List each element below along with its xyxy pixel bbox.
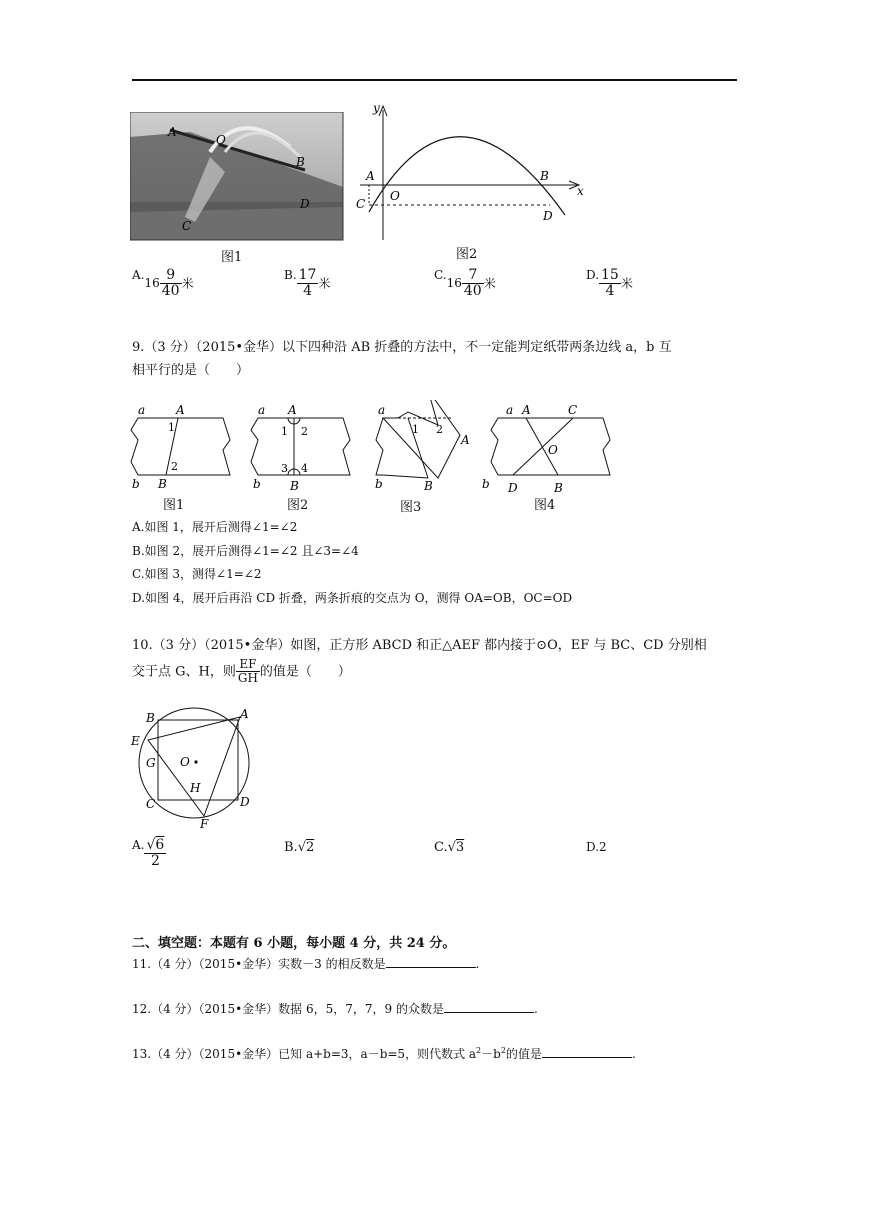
q9-stem-line1: 9.（3 分）（2015•金华）以下四种沿 AB 折叠的方法中，不一定能判定纸带两条边线 a，b 互: [132, 340, 672, 355]
photo-label-o: O: [216, 133, 226, 147]
graph-label-a: A: [366, 169, 375, 183]
q10-stem-line2: 交于点 G、H，则 $\frac{EF}{GH}$ 的值是（ ）: [132, 657, 351, 685]
svg-text:A: A: [522, 403, 531, 417]
bridge-photo: [130, 112, 345, 242]
q10-circle-figure: [128, 700, 263, 830]
q11-stem: 11.（4 分）（2015•金华）实数－3 的相反数是 .: [132, 957, 480, 971]
q8-option-d[interactable]: D. $\frac{15}{4}$ 米: [586, 267, 633, 299]
svg-text:E: E: [131, 734, 140, 748]
q9-stem-line2: 相平行的是（ ）: [132, 363, 250, 378]
svg-text:2: 2: [171, 460, 178, 473]
svg-text:b: b: [132, 477, 140, 491]
q9-fig3: [375, 400, 470, 493]
svg-text:a: a: [506, 403, 514, 417]
svg-text:1: 1: [412, 423, 419, 436]
photo-label-a: A: [168, 125, 177, 139]
svg-text:1: 1: [168, 421, 175, 434]
svg-text:A: A: [240, 707, 249, 721]
q10-stem-line1: 10.（3 分）（2015•金华）如图，正方形 ABCD 和正△AEF 都内接于⊙O，EF 与 BC、CD 分别相: [132, 638, 707, 653]
svg-text:2: 2: [436, 423, 443, 436]
q12-answer-blank[interactable]: [444, 1000, 534, 1013]
svg-text:2: 2: [301, 425, 308, 438]
photo-label-d: D: [300, 197, 310, 211]
svg-text:A: A: [288, 403, 297, 417]
q13-answer-blank[interactable]: [542, 1045, 632, 1058]
q9-fig2-caption: 图2: [287, 498, 309, 513]
svg-text:3: 3: [281, 462, 288, 475]
svg-text:O: O: [180, 755, 190, 769]
q8-option-b[interactable]: B. $\frac{17}{4}$ 米: [284, 267, 331, 299]
svg-text:B: B: [290, 479, 299, 493]
svg-text:a: a: [138, 403, 146, 417]
svg-text:C: C: [568, 403, 578, 417]
svg-text:B: B: [554, 481, 563, 495]
photo-label-b: B: [296, 155, 305, 169]
graph-label-o: O: [390, 189, 400, 203]
q9-option-d[interactable]: D.如图 4，展开后再沿 CD 折叠，两条折痕的交点为 O，测得 OA=OB，OC=OD: [132, 591, 573, 605]
svg-text:A: A: [176, 403, 185, 417]
q10-option-d[interactable]: D.2: [586, 840, 607, 854]
svg-text:b: b: [482, 477, 490, 491]
svg-text:D: D: [240, 795, 250, 809]
svg-text:A: A: [461, 433, 470, 447]
q8-option-c[interactable]: C.16 $\frac{7}{40}$ 米: [434, 267, 496, 299]
q8-option-a[interactable]: A.16 $\frac{9}{40}$ 米: [132, 267, 194, 299]
q9-fig2: [251, 403, 350, 493]
q9-option-c[interactable]: C.如图 3，测得∠1=∠2: [132, 567, 262, 581]
q9-option-a[interactable]: A.如图 1，展开后测得∠1=∠2: [132, 520, 298, 534]
svg-text:H: H: [190, 781, 201, 795]
graph-label-d: D: [543, 209, 553, 223]
q11-answer-blank[interactable]: [386, 955, 476, 968]
parabola-graph: [355, 100, 590, 245]
svg-text:C: C: [146, 797, 156, 811]
q10-option-b[interactable]: B.√2: [284, 840, 315, 855]
q9-fig1: [131, 403, 230, 491]
svg-text:a: a: [258, 403, 266, 417]
svg-text:b: b: [253, 477, 261, 491]
q9-fig4-caption: 图4: [534, 498, 556, 513]
svg-text:B: B: [424, 479, 433, 493]
q9-option-b[interactable]: B.如图 2，展开后测得∠1=∠2 且∠3=∠4: [132, 544, 359, 558]
svg-text:B: B: [146, 711, 155, 725]
svg-text:D: D: [508, 481, 518, 495]
axis-y-label: y: [373, 101, 380, 115]
graph-label-b: B: [540, 169, 549, 183]
q10-option-c[interactable]: C.√3: [434, 840, 465, 855]
q9-fig3-caption: 图3: [400, 500, 422, 515]
axis-x-label: x: [577, 184, 584, 198]
svg-text:b: b: [375, 477, 383, 491]
top-rule: [132, 79, 737, 81]
svg-text:O: O: [548, 443, 558, 457]
q9-fig1-caption: 图1: [163, 498, 185, 513]
q12-stem: 12.（4 分）（2015•金华）数据 6，5，7，7，9 的众数是 .: [132, 1002, 538, 1016]
section2-heading: 二、填空题：本题有 6 小题，每小题 4 分，共 24 分。: [132, 936, 456, 951]
q10-option-a[interactable]: A. $\frac{√6}{2}$: [132, 837, 165, 869]
svg-text:B: B: [158, 477, 167, 491]
q9-fig4: [482, 403, 610, 495]
svg-text:G: G: [146, 756, 156, 770]
svg-text:F: F: [200, 817, 209, 830]
svg-text:1: 1: [281, 425, 288, 438]
graph-label-c: C: [356, 197, 366, 211]
fig2-caption: 图2: [456, 247, 478, 262]
photo-label-c: C: [182, 219, 192, 233]
svg-text:a: a: [378, 403, 386, 417]
q13-stem: 13.（4 分）（2015•金华）已知 a+b=3，a－b=5，则代数式 $a^2-b^2$的值是 .: [132, 1046, 636, 1061]
fig1-caption: 图1: [221, 250, 243, 265]
svg-text:4: 4: [301, 462, 308, 475]
